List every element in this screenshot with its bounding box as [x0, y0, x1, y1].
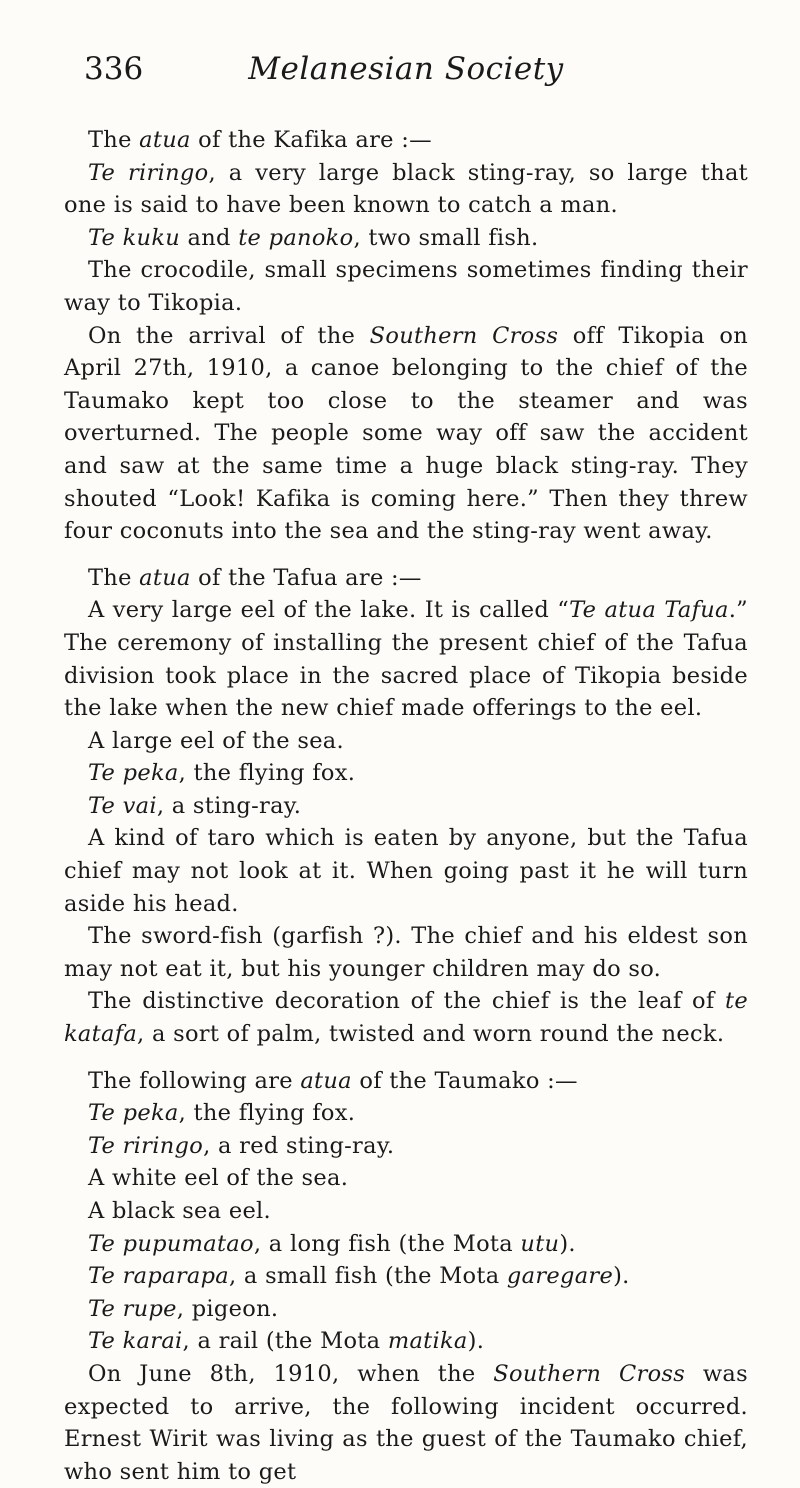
- paragraph: [64, 1195, 748, 1228]
- paragraph: [64, 1358, 748, 1488]
- paragraph: [64, 1130, 748, 1163]
- text-run: A kind of taro which is eaten by anyone, but the Tafua chief may not look at it. When going past it he will turn aside his head.: [64, 825, 748, 917]
- italic-term: Te karai: [88, 1328, 183, 1355]
- italic-term: atua: [300, 1067, 352, 1094]
- text-run: , a small fish (the Mota: [229, 1263, 507, 1290]
- text-run: , the flying fox.: [178, 760, 356, 787]
- paragraph: [64, 822, 748, 920]
- italic-term: Te riringo: [88, 159, 209, 186]
- italic-term: Te peka: [88, 760, 179, 787]
- italic-term: garegare: [506, 1263, 614, 1290]
- text-run: and: [180, 224, 239, 251]
- text-run: The: [88, 127, 140, 153]
- running-title: Melanesian Society: [248, 51, 564, 87]
- text-run: ).: [467, 1328, 485, 1355]
- italic-term: Te peka: [88, 1100, 179, 1127]
- text-run: A black sea eel.: [88, 1198, 272, 1224]
- paragraph: [64, 985, 748, 1050]
- italic-term: Te kuku: [88, 224, 181, 251]
- text-run: , the flying fox.: [178, 1100, 356, 1127]
- paragraph: [64, 320, 748, 548]
- italic-term: Te pupumatao: [88, 1230, 254, 1257]
- paragraph: [64, 1065, 748, 1098]
- text-run: .” The ceremony of installing the present chief of the Tafua division took place in the sacred place of Tikopia beside the lake when the new chief made offerings to the eel.: [64, 597, 748, 722]
- text-run: , a sort of palm, twisted and worn round the neck.: [137, 1021, 725, 1048]
- text-run: , a long fish (the Mota: [253, 1230, 521, 1257]
- text-run: , a sting-ray.: [156, 792, 302, 819]
- italic-term: te panoko: [238, 224, 354, 251]
- paragraph: [64, 790, 748, 823]
- text-run: , a red sting-ray.: [203, 1132, 395, 1159]
- text-run: off Tikopia on April 27th, 1910, a canoe belonging to the chief of the Taumako kept too close to the steamer and was overturned. The people some way off saw the accident and saw at the same time a huge black sting-ray. They shouted “Look! Kafika is coming here.” Then they threw four coconuts into the sea and the sting-ray went away.: [64, 322, 749, 545]
- text-run: A white eel of the sea.: [88, 1165, 349, 1192]
- running-head: [64, 40, 748, 98]
- paragraph: [64, 1325, 748, 1358]
- paragraph: [64, 124, 748, 157]
- text-run: A very large eel of the lake. It is called “: [88, 597, 570, 624]
- paragraph: [64, 157, 748, 222]
- italic-term: Te raparapa: [88, 1263, 230, 1290]
- paragraph: [64, 1162, 748, 1195]
- paragraph: [64, 1097, 748, 1130]
- paragraph: [64, 1293, 748, 1326]
- italic-term: Southern Cross: [369, 322, 559, 349]
- text-run: The distinctive decoration of the chief is the leaf of: [88, 988, 726, 1015]
- text-run: of the Taumako :—: [351, 1067, 578, 1094]
- text-run: , a rail (the Mota: [182, 1328, 388, 1355]
- italic-term: matika: [387, 1328, 468, 1355]
- paragraph: [64, 222, 748, 255]
- text-run: On the arrival of the: [88, 322, 370, 349]
- paragraph: [64, 594, 748, 724]
- body-text: [64, 124, 748, 1488]
- italic-term: Southern Cross: [493, 1360, 686, 1387]
- text-run: The crocodile, small specimens sometimes finding their way to Tikopia.: [64, 257, 748, 316]
- text-run: of the Kafika are :—: [190, 127, 432, 153]
- text-run: The following are: [88, 1067, 301, 1094]
- paragraph: [64, 254, 748, 319]
- text-run: , two small fish.: [353, 224, 539, 251]
- text-run: of the Tafua are :—: [190, 564, 422, 591]
- italic-term: Te atua Tafua: [569, 597, 729, 624]
- paragraph: [64, 1228, 748, 1261]
- italic-term: atua: [139, 127, 191, 153]
- paragraph: [64, 562, 748, 595]
- text-run: was expected to arrive, the following incident occurred. Ernest Wirit was living as the guest of the Taumako chief, who sent him to get: [64, 1360, 748, 1485]
- text-run: The: [88, 564, 140, 591]
- paragraph: [64, 920, 748, 985]
- text-run: A large eel of the sea.: [88, 727, 344, 754]
- text-run: , a very large black sting-ray, so large that one is said to have been known to catch a man.: [64, 159, 748, 219]
- text-run: On June 8th, 1910, when the: [88, 1360, 494, 1387]
- italic-term: utu: [520, 1230, 560, 1257]
- italic-term: Te rupe: [88, 1295, 177, 1322]
- paragraph: [64, 1260, 748, 1293]
- paragraph: [64, 757, 748, 790]
- italic-term: Te vai: [88, 792, 157, 819]
- italic-term: Te riringo: [88, 1132, 204, 1159]
- italic-term: atua: [139, 564, 191, 591]
- italic-term: te katafa: [64, 988, 748, 1048]
- text-run: ).: [559, 1230, 576, 1257]
- text-run: The sword-fish (garfish ?). The chief and his eldest son may not eat it, but his younger children may do so.: [64, 923, 748, 982]
- page-number: 336: [84, 51, 144, 87]
- paragraph: [64, 725, 748, 758]
- text-run: , pigeon.: [176, 1295, 279, 1322]
- text-run: ).: [613, 1263, 630, 1290]
